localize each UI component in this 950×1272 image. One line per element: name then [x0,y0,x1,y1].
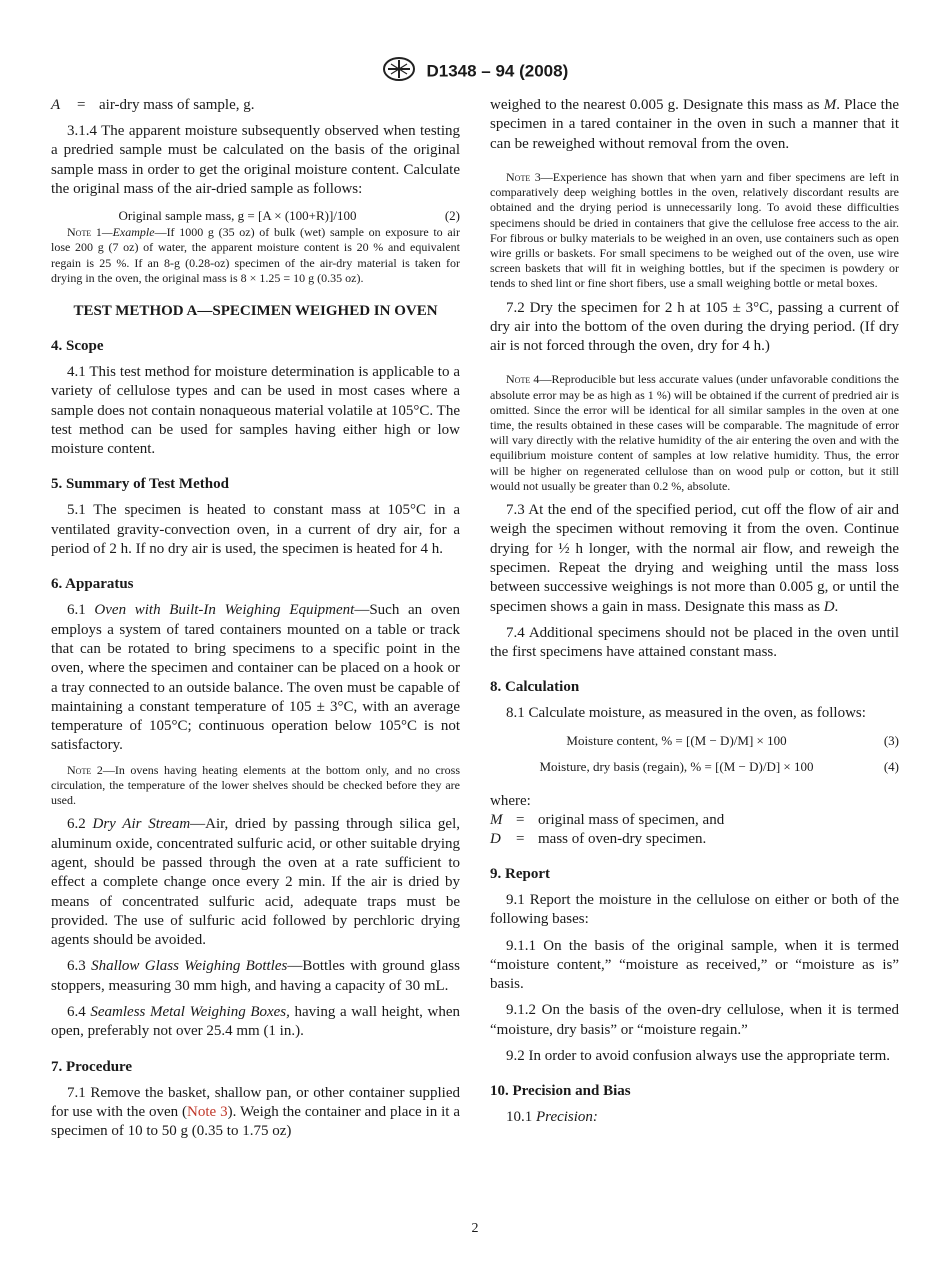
definition-symbol: D [490,831,501,847]
paragraph-7-1: 7.1 Remove the basket, shallow pan, or other container supplied for use with the oven (Note 3). Weigh the container and place in it a specimen of 10 to 50 g (0.35 to 1.75 oz) [51,1084,460,1140]
paragraph-10-1: 10.1 Precision: [506,1109,598,1126]
section-8-heading: 8. Calculation [490,679,580,696]
section-9-heading: 9. Report [490,866,550,882]
equation-number: (4) [883,758,899,774]
test-method-heading: TEST METHOD A—SPECIMEN WEIGHED IN OVEN [73,303,438,319]
paragraph-6-3: 6.3 Shallow Glass Weighing Bottles—Bottles with ground glass stoppers, measuring 30 mm high, and having a capacity of 30 mL. [51,958,460,994]
note-3: Note 3—Experience has shown that when yarn and fiber specimens are left in comparatively deep weighing bottles in the oven, relatively discordant results are obtained and the drying period is unnecessarily long. To avoid these difficulties specimens should be dried in containers that give the cellulose free access to the air. For fibrous or bulky materials to be weighed in an oven, use containers such as open wire grills or baskets. For small specimens to be weighed out of the oven, use wire screen baskets that will fit in weighing bottles, but if the specimen is powdery or tends to shed lint or fine short fibers, use a small weighing bottle or metal boxes. [490,169,900,291]
note-2: Note 2—In ovens having heating elements at the bottom only, and no cross circulation, the temperature of the lower shelves should be checked before they are used. [51,762,460,808]
definition-text: mass of oven-dry specimen. [538,831,707,847]
right-column [490,96,899,1128]
paragraph-7-3: 7.3 At the end of the specified period, cut off the flow of air and weigh the specimen without removing it from the oven. Continue drying for ½ h longer, with the normal air flow, and reweigh the specimen. Repeat the drying and weighing until the mass loss between successive weighings is not more than 0.005 g, or until the specimen shows a gain in mass. Designate this mass as D. [490,502,899,615]
paragraph-9-2: 9.2 In order to avoid confusion always use the appropriate term. [506,1048,891,1065]
equation-expression: Original sample mass, g = [A × (100+R)]/100 [118,208,357,224]
definition-text: air-dry mass of sample, g. [99,97,255,113]
section-6-heading: 6. Apparatus [51,576,134,593]
equation-number: (3) [883,732,899,748]
paragraph-3-1-4: 3.1.4 The apparent moisture subsequently observed when testing a predried sample must be calculated on the basis of the original sample mass in order to get the original moisture content. Calculate the original mass of the air-dried sample as follows: [51,123,460,197]
paragraph-4-1: 4.1 This test method for moisture determination is applicable to a variety of cellulose types and can be used in most cases where a sample does not contain nonaqueous material volatile at 105°C. The test method can be used for samples having either high or low moisture content. [51,364,460,458]
paragraph-8-1: 8.1 Calculate moisture, as measured in the oven, as follows: [506,705,866,722]
paragraph-9-1-2: 9.1.2 On the basis of the oven-dry cellulose, when it is termed “moisture, dry basis” or “moisture regain.” [490,1002,899,1038]
section-4-heading: 4. Scope [51,338,104,354]
section-7-heading: 7. Procedure [51,1058,133,1075]
equation-4 [490,757,899,776]
standard-designation: D1348 – 94 (2008) [426,61,569,81]
astm-logo-icon [382,56,416,87]
paragraph-9-1: 9.1 Report the moisture in the cellulose on either or both of the following bases: [490,892,899,928]
definition-d [490,830,899,849]
paragraph-7-2: 7.2 Dry the specimen for 2 h at 105 ± 3°C, passing a current of dry air into the bottom of the oven during the drying period. (If dry air is not forced through the oven, dry for 4 h.) [490,299,899,355]
section-10-heading: 10. Precision and Bias [490,1083,631,1100]
definition-m [490,811,899,830]
definition-equals: = [516,812,525,828]
note-4: Note 4—Reproducible but less accurate values (under unfavorable conditions the absolute error may be as high as 1 %) will be obtained if the current of predried air is omitted. Since the error will be identical for all similar samples in the oven at one time, the results obtained in these cases will be comparable. The magnitude of error will vary directly with the relative humidity of the air entering the oven and with the equilibrium moisture content of samples at low relative humidity. Thus, the error will be higher on regenerated cellulose than on wood pulp or cotton, but it still would not usually be greater than 0.2 %, absolute. [490,372,899,493]
paragraph-7-4: 7.4 Additional specimens should not be placed in the oven until the first specimens have attained constant mass. [490,624,899,661]
left-column [51,96,460,1142]
note-3-link[interactable]: Note 3 [187,1103,228,1120]
equation-2 [51,206,460,225]
paragraph-5-1: 5.1 The specimen is heated to constant mass at 105°C in a ventilated gravity-convection oven, in a current of dry air, for a period of 2 h. If no dry air is used, the specimen is heated for 4 h. [51,502,460,558]
note-1: Note 1—Example—If 1000 g (35 oz) of bulk (wet) sample on exposure to air lose 200 g (7 oz) of water, the apparent moisture content is 20 % and equivalent regain is 25 %. If an 8-g (0.28-oz) specimen of the air-dry material is taken for drying in the oven, the original mass is 8 × 1.25 = 10 g (0.35 oz). [51,225,460,285]
definition-equals: = [77,97,86,113]
paragraph-9-1-1: 9.1.1 On the basis of the original sample, when it is termed “moisture content,” “moisture as received,” or “moisture as is” basis. [490,937,899,993]
definition-symbol: A [51,97,61,113]
paragraph-7-1-continued: weighed to the nearest 0.005 g. Designate this mass as M. Place the specimen in a tared container in the oven in such a manner that it can be reweighed without removal from the oven. [490,97,899,152]
definition-symbol: M [490,812,503,828]
definition-equals: = [516,831,525,847]
page-header [0,56,950,87]
where-label: where: [490,792,531,809]
definition-a [51,96,460,115]
equation-expression: Moisture content, % = [(M − D)/M] × 100 [566,732,787,748]
equation-3 [490,731,899,750]
equation-expression: Moisture, dry basis (regain), % = [(M − D)/D] × 100 [539,758,814,774]
paragraph-6-4: 6.4 Seamless Metal Weighing Boxes, having a wall height, when open, preferably not over 25.4 mm (1 in.). [51,1004,461,1040]
page-number: 2 [471,1221,479,1236]
paragraph-6-2: 6.2 Dry Air Stream—Air, dried by passing through silica gel, aluminum oxide, concentrated sulfuric acid, or other suitable drying agent, should be passed through the oven at a rate sufficient to effect a complete change once every 2 min. If the air is dried by means of concentrated sulfuric acid, adequate traps must be provided. The use of sulfuric acid followed by perchloric drying agents should be avoided. [51,816,460,949]
equation-number: (2) [444,208,460,224]
section-5-heading: 5. Summary of Test Method [51,476,229,493]
paragraph-6-1: 6.1 Oven with Built-In Weighing Equipment—Such an oven employs a system of tared containers mounted on a table or track that can be rotated to bring specimens to a specific point in the oven, where the specimen and container can be placed on a hook or a tray connected to an outside balance. The oven must be capable of maintaining a constant temperature of 105 ± 3°C, with an average temperature of 105°C; continuous operation below 105°C is not satisfactory. [51,602,460,754]
definition-text: original mass of specimen, and [538,812,725,828]
